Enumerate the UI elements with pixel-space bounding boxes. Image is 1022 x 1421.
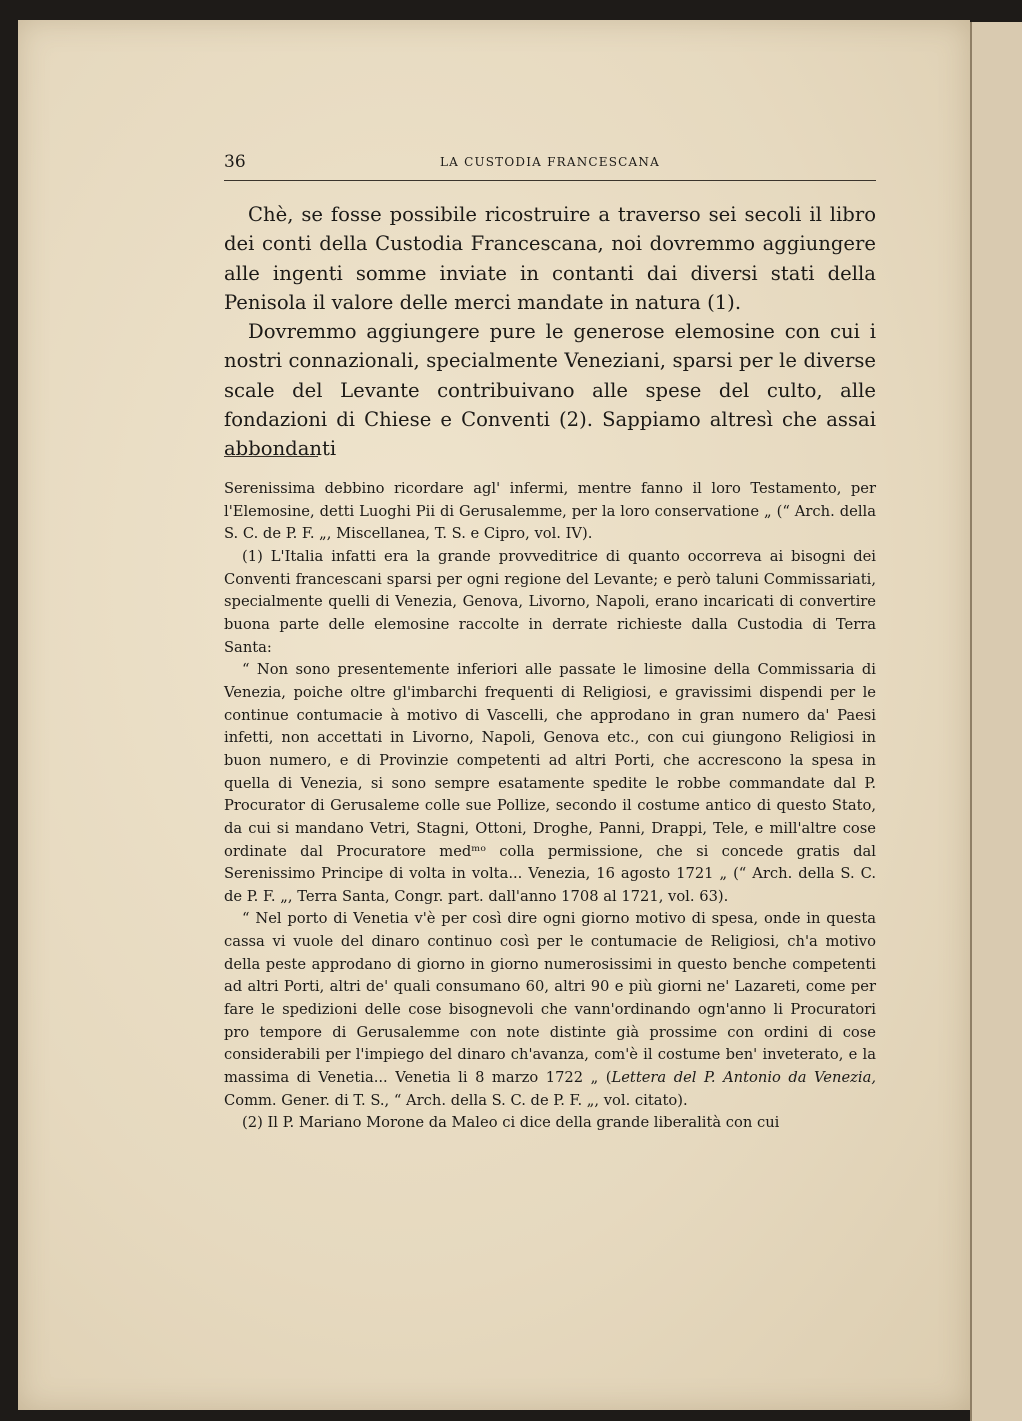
quote-citation-tail: Comm. Gener. di T. S., “ Arch. della S. C. de P. F. „, vol. citato).: [224, 1091, 688, 1109]
header-rule: [224, 180, 876, 181]
body-paragraph: Chè, se fosse possibile ricostruire a traverso sei secoli il libro dei conti della Custodia Francescana, noi dovremmo aggiungere alle ingenti somme inviate in contanti dai diversi stati della Penisola il valore delle merci mandate in natura (1).: [224, 203, 876, 314]
page-number: 36: [224, 152, 246, 172]
footnote-quote: [224, 908, 876, 1112]
body-paragraph: Dovremmo aggiungere pure le generose elemosine con cui i nostri connazionali, specialmente Veneziani, sparsi per le diverse scale del Levante contribuivano alle spese del culto, alle fondazioni di Chiese e Conventi (2). Sappiamo altresì che assai abbondanti: [224, 320, 876, 461]
facing-page-edge: [970, 22, 1022, 1421]
quote-citation-italic: Lettera del P. Antonio da Venezia,: [611, 1069, 877, 1087]
page-header: [224, 152, 876, 176]
footnote-1: (1) L'Italia infatti era la grande provveditrice di quanto occorreva ai bisogni dei Conventi francescani sparsi per ogni regione del Levante; e però taluni Commissariati, specialmente quelli di Venezia, Genova, Livorno, Napoli, erano incaricati di convertire buona parte delle elemosine raccolte in derrate richieste dalla Custodia di Terra Santa:: [224, 547, 876, 656]
footnote-2: (2) Il P. Mariano Morone da Maleo ci dice della grande liberalità con cui: [242, 1114, 780, 1132]
footnote-rule: [224, 456, 318, 457]
quote-text: “ Nel porto di Venetia v'è per così dire ogni giorno motivo di spesa, onde in questa cassa vi vuole del dinaro continuo così per le contumacie de Religiosi, ch'a motivo della peste approdano di giorno in giorno numerosissimi in questo benche competenti ad altri Porti, altri de' quali consumano 60, altri 90 e più giorni ne' Lazareti, come per fare le spedizioni delle cose bisognevoli che vann'ordinando ogn'anno li Procuratori pro tempore di Gerusalemme con note distinte già prossime con ordini di cose considerabili per l'impiego del dinaro ch'avanza, com'è il costume ben' inveterato, e la massima di Venetia... Venetia li 8 marzo 1722 „ (: [224, 910, 876, 1087]
footnotes: [224, 478, 876, 1135]
running-title: LA CUSTODIA FRANCESCANA: [440, 155, 660, 169]
body-text: [224, 200, 876, 464]
footnote-continuation: Serenissima debbino ricordare agl' infermi, mentre fanno il loro Testamento, per l'Elemosine, detti Luoghi Pii di Gerusalemme, per la loro conservatione „ (“ Arch. della S. C. de P. F. „, Miscellanea, T. S. e Cipro, vol. IV).: [224, 480, 876, 543]
footnote-quote: “ Non sono presentemente inferiori alle passate le limosine della Commissaria di Venezia, poiche oltre gl'imbarchi frequenti di Religiosi, e gravissimi dispendi per le continue contumacie à motivo di Vascelli, che approdano in gran numero da' Paesi infetti, non accettati in Livorno, Napoli, Genova etc., con cui giungono Religiosi in buon numero, e di Provinzie competenti ad altri Porti, che accrescono la spesa in quella di Venezia, si sono sempre esatamente spedite le robbe commandate dal P. Procurator di Gerusaleme colle sue Pollize, secondo il costume antico di questo Stato, da cui si mandano Vetri, Stagni, Ottoni, Droghe, Panni, Drappi, Tele, e mill'altre cose ordinate dal Procuratore medᵐᵒ colla permissione, che si concede gratis dal Serenissimo Principe di volta in volta... Venezia, 16 agosto 1721 „ (“ Arch. della S. C. de P. F. „, Terra Santa, Congr. part. dall'anno 1708 al 1721, vol. 63).: [224, 661, 876, 905]
